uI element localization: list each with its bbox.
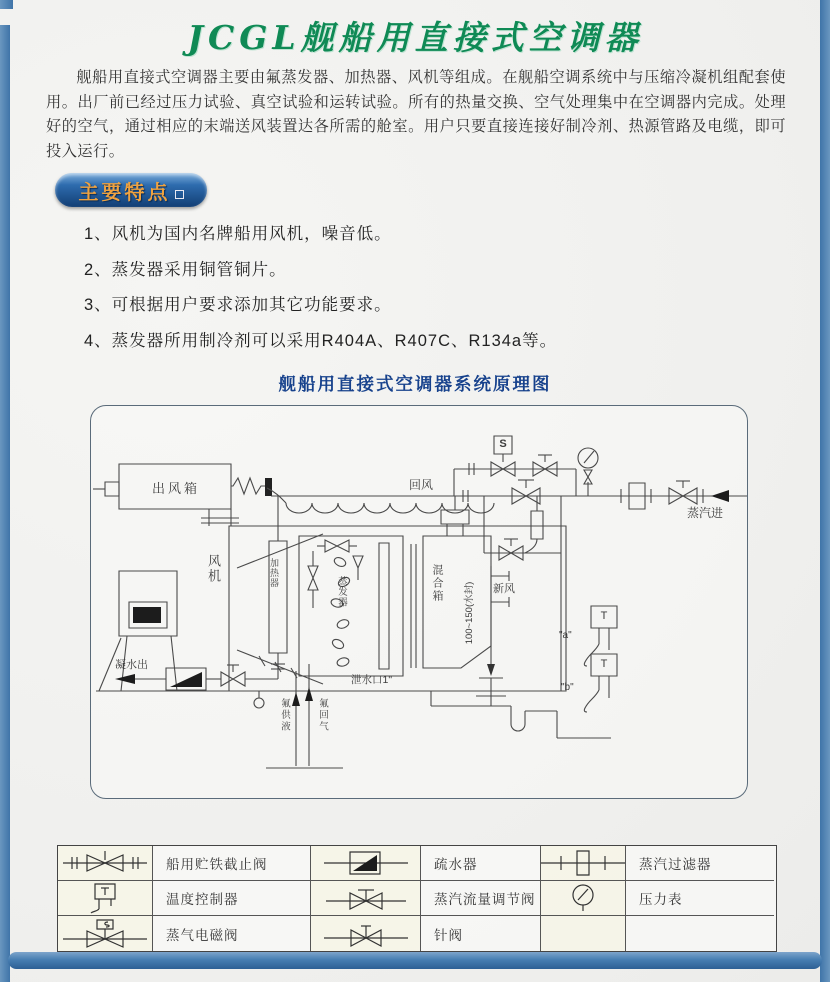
needle-valve-icon	[311, 916, 421, 951]
steam-filter-icon	[541, 846, 626, 881]
outlet-box-label: 出风箱	[151, 481, 200, 496]
thermostat-a-letter: T	[600, 610, 608, 622]
legend-label: 疏水器	[421, 846, 541, 881]
feature-item: 2、蒸发器采用铜管铜片。	[84, 260, 287, 279]
solenoid-valve-icon	[58, 916, 153, 951]
probe-a-label: "a"	[559, 630, 572, 641]
steam-trap-icon	[311, 846, 421, 881]
intro-paragraph: 舰船用直接式空调器主要由氟蒸发器、加热器、风机等组成。在舰船空调系统中与压缩冷凝机组配套使用。出厂前已经过压力试验、真空试验和运转试验。所有的热量交换、空气处理集中在空调器内完成。处理好的空气，通过相应的末端送风装置达各所需的舱室。用户只要直接连接好制冷剂、热源管路及电缆，即可投入运行。	[46, 69, 786, 160]
feature-item: 1、风机为国内名牌船用风机，噪音低。	[84, 225, 392, 243]
legend-empty-symbol	[541, 916, 626, 951]
temp-controller-icon	[58, 881, 153, 916]
features-badge	[55, 173, 207, 207]
diagram-title: 舰船用直接式空调器系统原理图	[278, 374, 552, 394]
drain-line-shape	[431, 691, 611, 738]
evaporator-shape	[299, 536, 403, 676]
fan-label: 风机	[206, 554, 221, 584]
steam-flow-valve-icon	[311, 881, 421, 916]
legend-label: 针阀	[421, 916, 541, 951]
fresh-air-label: 新风	[493, 583, 515, 595]
pressure-gauge-icon	[541, 881, 626, 916]
badge-dot-icon	[175, 190, 184, 199]
frame-corner	[0, 0, 13, 9]
steam-in-label: 蒸汽进	[687, 506, 724, 520]
drain-port-label: 泄水口1"	[351, 674, 393, 686]
legend-label: 温度控制器	[153, 881, 311, 916]
return-air-label: 回风	[409, 478, 434, 492]
condensate-out-label: 凝水出	[115, 659, 148, 671]
features-list	[84, 220, 704, 362]
legend-label: 蒸汽过滤器	[626, 846, 774, 881]
thermostat-b-letter: T	[600, 658, 608, 670]
legend-label: 船用贮铁截止阀	[153, 846, 311, 881]
legend-table	[57, 845, 777, 952]
schematic-drawing	[91, 406, 747, 798]
feature-item: 3、可根据用户要求添加其它功能要求。	[84, 296, 392, 314]
steam-inlet-line-shape	[578, 448, 729, 509]
heater-label: 加热器	[269, 558, 279, 588]
legend-label	[626, 916, 774, 951]
legend-label: 蒸汽流量调节阀	[421, 881, 541, 916]
evaporator-label: 蒸发器	[336, 576, 347, 608]
marine-stop-valve-icon	[58, 846, 153, 881]
frame-right-bar	[820, 0, 830, 982]
frame-bottom-bar	[8, 952, 822, 969]
system-schematic	[90, 405, 748, 799]
page-title: JCGL舰船用直接式空调器	[187, 18, 643, 57]
solenoid-letter: S	[499, 438, 507, 450]
water-seal-label: 100~150(水封)	[464, 581, 475, 645]
legend-label: 压力表	[626, 881, 774, 916]
legend-label: 蒸气电磁阀	[153, 916, 311, 951]
features-badge-label: 主要特点	[78, 181, 171, 204]
freon-gas-label: 氟回气	[317, 698, 328, 733]
feature-item: 4、蒸发器所用制冷剂可以采用R404A、R407C、R134a等。	[84, 331, 558, 350]
frame-left-bar	[0, 25, 10, 982]
mixing-box-label: 混合箱	[431, 564, 443, 603]
freon-liquid-label: 氟供液	[279, 698, 290, 733]
probe-b-label: "b"	[561, 682, 574, 693]
